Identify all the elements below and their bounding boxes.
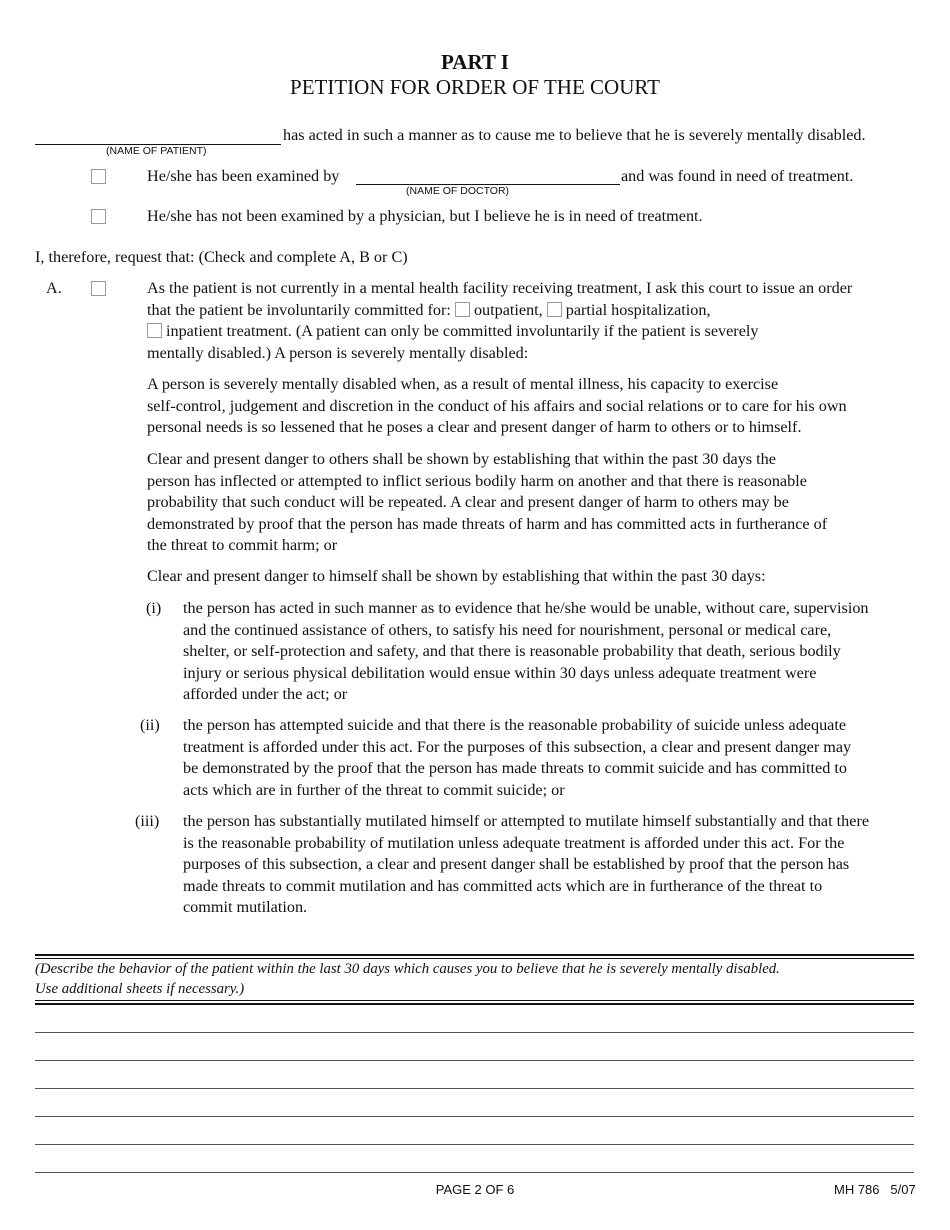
definition-line: personal needs is so lessened that he poses a clear and present danger of harm to others or to himself. [147, 418, 802, 437]
writing-line[interactable] [35, 1144, 914, 1145]
subitem-line: shelter, or self-protection and safety, and that there is reasonable probability that death, serious bodily [183, 642, 841, 661]
option-a-checkbox[interactable] [91, 281, 106, 296]
option-a-text [147, 278, 917, 364]
subitem-ii-text [183, 715, 923, 801]
option-a-line2-prefix: that the patient be involuntarily committed for: [147, 300, 451, 319]
patient-name-label: (NAME OF PATIENT) [106, 145, 207, 157]
danger-others-line: person has inflected or attempted to inflict serious bodily harm on another and that there is reasonable [147, 471, 807, 490]
outpatient-checkbox[interactable] [455, 302, 470, 317]
option-a-letter: A. [46, 279, 62, 297]
examined-prefix: He/she has been examined by [147, 167, 340, 185]
danger-self-intro: Clear and present danger to himself shall be shown by establishing that within the past 30 days: [147, 567, 766, 585]
subitem-i-text [183, 598, 923, 706]
part-heading: PART I [441, 50, 509, 74]
writing-line[interactable] [35, 1032, 914, 1033]
subitem-line: the person has attempted suicide and that there is the reasonable probability of suicide unless adequate [183, 716, 847, 734]
definition-line: self-control, judgement and discretion in the conduct of his affairs and social relations or to care for his own [147, 396, 847, 415]
describe-bottom-rule [35, 1000, 914, 1001]
danger-others-line: demonstrated by proof that the person has made threats of harm and has committed acts in furtherance of [147, 514, 828, 533]
subitem-line: acts which are in further of the threat to commit suicide; or [183, 780, 565, 799]
danger-others-line: Clear and present danger to others shall be shown by establishing that within the past 30 days the [147, 450, 776, 468]
examined-checkbox[interactable] [91, 169, 106, 184]
danger-others-line: the threat to commit harm; or [147, 536, 338, 555]
doctor-name-label: (NAME OF DOCTOR) [406, 185, 510, 197]
form-date: 5/07 [890, 1182, 916, 1197]
describe-instructions [35, 960, 780, 999]
describe-top-rule [35, 954, 914, 956]
request-intro: I, therefore, request that: (Check and complete A, B or C) [35, 248, 408, 266]
subitem-line: afforded under the act; or [183, 685, 348, 704]
not-examined-checkbox[interactable] [91, 209, 106, 224]
subitem-line: purposes of this subsection, a clear and present danger shall be established by proof that the person has [183, 855, 850, 874]
subitem-line: the person has acted in such manner as to evidence that he/she would be unable, without care, supervision [183, 599, 869, 617]
describe-line1: (Describe the behavior of the patient within the last 30 days which causes you to believe that he is severely mentally disabled. [35, 961, 780, 977]
page-number: PAGE 2 OF 6 [435, 1182, 515, 1197]
subitem-line: treatment is afforded under this act. For the purposes of this subsection, a clear and present danger may [183, 737, 852, 756]
outpatient-label: outpatient, [473, 300, 543, 319]
option-a-line3 [147, 321, 917, 343]
definition-line: A person is severely mentally disabled when, as a result of mental illness, his capacity to exercise [147, 375, 779, 393]
subitem-line: the person has substantially mutilated himself or attempted to mutilate himself substantially and that there [183, 812, 870, 830]
writing-line[interactable] [35, 1088, 914, 1089]
option-a-line1: As the patient is not currently in a mental health facility receiving treatment, I ask this court to issue an order [147, 279, 853, 297]
patient-statement: has acted in such a manner as to cause me to believe that he is severely mentally disabled. [283, 126, 866, 144]
definition-paragraph [147, 374, 917, 439]
subitem-line: made threats to commit mutilation and has committed acts which are in furtherance of the threat to [183, 876, 823, 895]
subitem-line: is the reasonable probability of mutilation unless adequate treatment is afforded under this act. For the [183, 833, 845, 852]
option-a-line4: mentally disabled.) A person is severely mentally disabled: [147, 343, 529, 362]
partial-hospitalization-checkbox[interactable] [547, 302, 562, 317]
writing-line[interactable] [35, 1172, 914, 1173]
inpatient-checkbox[interactable] [147, 323, 162, 338]
describe-bottom-rule-inner [35, 1003, 914, 1005]
describe-top-rule-inner [35, 958, 914, 959]
partial-hospitalization-label: partial hospitalization, [565, 300, 711, 319]
inpatient-label: inpatient treatment. (A patient can only be committed involuntarily if the patient is severely [166, 322, 759, 341]
danger-others-paragraph [147, 449, 917, 557]
describe-line2: Use additional sheets if necessary.) [35, 980, 245, 997]
form-id [834, 1182, 916, 1197]
examined-suffix: and was found in need of treatment. [621, 167, 854, 185]
writing-line[interactable] [35, 1060, 914, 1061]
form-number: MH 786 [834, 1182, 880, 1197]
subitem-line: commit mutilation. [183, 898, 308, 917]
subitem-line: and the continued assistance of others, to satisfy his need for nourishment, personal or medical care, [183, 620, 832, 639]
subitem-iii-number: (iii) [135, 812, 160, 830]
subitem-iii-text [183, 811, 923, 919]
page-title: PETITION FOR ORDER OF THE COURT [290, 75, 660, 99]
writing-line[interactable] [35, 1116, 914, 1117]
subitem-ii-number: (ii) [140, 716, 160, 734]
subitem-line: injury or serious physical debilitation would ensue within 30 days unless adequate treatment were [183, 663, 817, 682]
not-examined-text: He/she has not been examined by a physician, but I believe he is in need of treatment. [147, 207, 703, 225]
danger-others-line: probability that such conduct will be repeated. A clear and present danger of harm to others may be [147, 493, 789, 512]
subitem-line: be demonstrated by the proof that the person has made threats to commit suicide and has committed to [183, 759, 847, 778]
subitem-i-number: (i) [146, 599, 162, 617]
option-a-line2 [147, 300, 917, 322]
